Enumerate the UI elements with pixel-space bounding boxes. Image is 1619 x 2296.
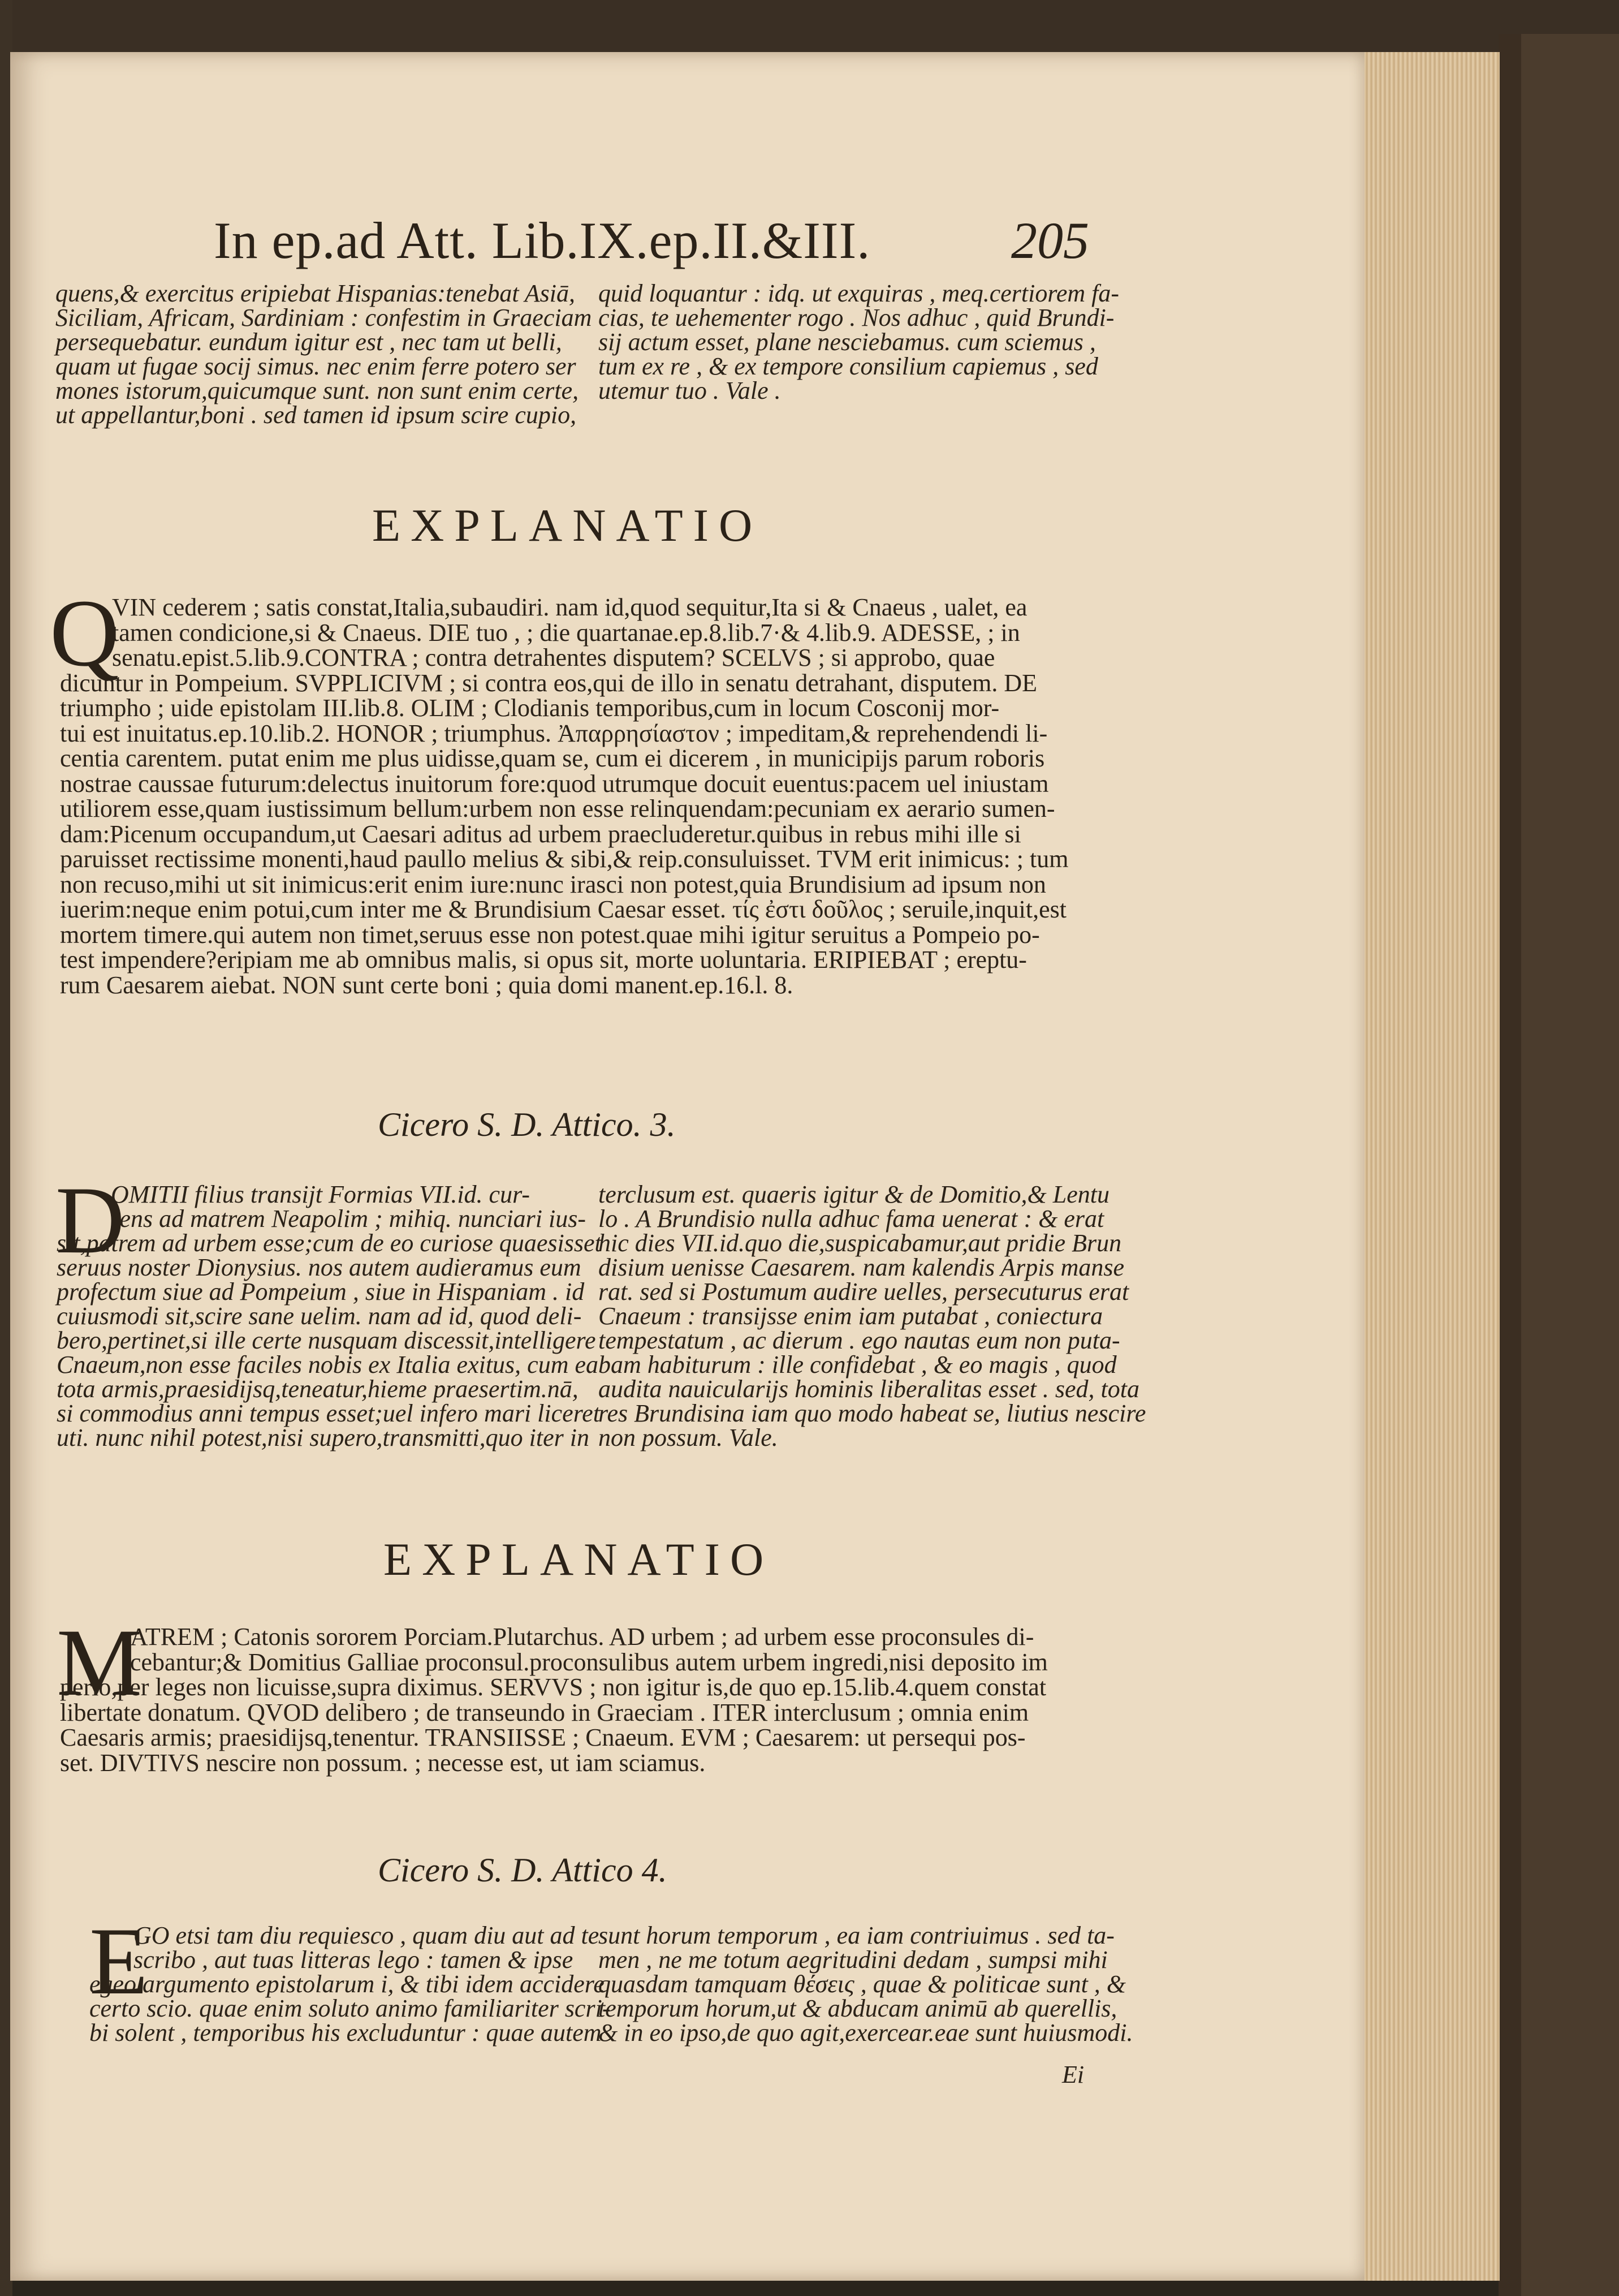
text-line: Cnaeum,non esse faciles nobis ex Italia exitus, cum ea	[57, 1351, 599, 1379]
page-fore-edge	[1364, 52, 1500, 2281]
text-line: cebantur;& Domitius Galliae proconsul.proconsulibus autem urbem ingredi,nisi deposito im	[130, 1648, 1048, 1676]
text-line: non possum. Vale.	[598, 1424, 778, 1451]
text-line: tota armis,praesidijsq,teneatur,hieme praesertim.nā,	[57, 1375, 578, 1403]
text-line: persequebatur. eundum igitur est , nec tam ut belli,	[55, 328, 562, 356]
text-line: set. DIVTIVS nescire non possum. ; necesse est, ut iam sciamus.	[60, 1748, 706, 1777]
text-line: bero,pertinet,si ille certe nusquam discessit,intelligere	[57, 1326, 596, 1354]
text-line: test impendere?eripiam me ab omnibus malis, si opus sit, morte uoluntaria. ERIPIEBAT ; ereptu-	[60, 946, 1027, 973]
text-line: profectum siue ad Pompeium , siue in Hispaniam . id	[57, 1278, 585, 1306]
text-line: dam:Picenum occupandum,ut Caesari aditus ad urbem praecluderetur.quibus in rebus mihi ille si	[60, 820, 1021, 848]
text-line: men , ne me totum aegritudini dedam , sumpsi mihi	[598, 1946, 1108, 1974]
text-line: tui est inuitatus.ep.10.lib.2. HONOR ; triumphus. Ἀπαρρησίαστον ; impeditam,& reprehendendi li-	[60, 719, 1048, 747]
text-line: Cnaeum : transijsse enim iam putabat , coniectura	[598, 1302, 1103, 1330]
text-line: perio,per leges non licuisse,supra diximus. SERVVS ; non igitur is,de quo ep.15.lib.4.quem constat	[60, 1673, 1047, 1701]
text-line: OMITII filius transijt Formias VII.id. cur-	[111, 1181, 530, 1208]
letter-4-left-column	[89, 1970, 611, 2047]
explanatio-text-indented	[112, 595, 1027, 671]
text-line: rat. sed si Postumum audire uelles, persecuturus erat	[598, 1278, 1129, 1306]
text-line: ATREM ; Catonis sororem Porciam.Plutarchus. AD urbem ; ad urbem esse proconsules di-	[130, 1623, 1034, 1651]
text-line: terclusum est. quaeris igitur & de Domitio,& Lentu	[598, 1181, 1109, 1208]
explanatio-text	[60, 1675, 1046, 1776]
explanatio-heading: EXPLANATIO	[372, 499, 763, 551]
text-line: disium uenisse Caesarem. nam kalendis Arpis manse	[598, 1253, 1125, 1281]
text-line: Caesaris armis; praesidijsq,tenentur. TRANSIISSE ; Cnaeum. EVM ; Caesarem: ut persequi pos-	[60, 1724, 1026, 1751]
text-line: tum ex re , & ex tempore consilium capiemus , sed	[598, 352, 1098, 380]
text-line: mones istorum,quicumque sunt. non sunt enim certe,	[55, 377, 579, 404]
text-line: non recuso,mihi ut sit inimicus:erit enim iure:nunc irasci non potest,quia Brundisium ad ipsum non	[60, 870, 1046, 898]
text-line: si commodius anni tempus esset;uel infero mari liceret	[57, 1399, 600, 1427]
text-line: dicuntur in Pompeium. SVPPLICIVM ; si contra eos,qui de illo in senatu detrahant, disputem. DE	[60, 669, 1038, 697]
text-line: rens ad matrem Neapolim ; mihiq. nunciari ius-	[111, 1205, 586, 1233]
text-line: mortem timere.qui autem non timet,seruus esse non potest.quae mihi igitur seruitus a Pompeio po-	[60, 920, 1040, 949]
text-line: & in eo ipso,de quo agit,exercear.eae sunt huiusmodi.	[598, 2019, 1133, 2047]
drop-cap: Q	[50, 580, 119, 686]
letter-3-left-indented	[111, 1182, 586, 1231]
top-left-column	[55, 279, 592, 429]
text-line: tamen condicione,si & Cnaeus. DIE tuo , ; die quartanae.ep.8.lib.7·& 4.lib.9. ADESSE, ; in	[112, 618, 1020, 647]
text-line: hic dies VII.id.quo die,suspicabamur,aut pridie Brun	[598, 1229, 1122, 1257]
explanatio-text-indented	[130, 1625, 1048, 1675]
text-line: utemur tuo . Vale .	[598, 377, 781, 404]
letter-3-left-column	[57, 1229, 602, 1451]
text-line: cuiusmodi sit,scire sane uelim. nam ad id, quod deli-	[57, 1302, 582, 1330]
explanatio-text	[60, 671, 1068, 998]
text-line: libertate donatum. QVOD delibero ; de transeundo in Graeciam . ITER interclusum ; omnia enim	[60, 1698, 1029, 1726]
drop-cap: D	[55, 1167, 125, 1273]
text-line: audita nauicularijs hominis liberalitas esset . sed, tota	[598, 1375, 1139, 1403]
text-line: tempestatum , ac dierum . ego nautas eum non puta-	[598, 1326, 1120, 1354]
text-line: triumpho ; uide epistolam III.lib.8. OLIM ; Clodianis temporibus,cum in locum Cosconij mor-	[60, 694, 1000, 722]
letter-4-left-indented	[133, 1922, 599, 1974]
text-line: senatu.epist.5.lib.9.CONTRA ; contra detrahentes disputem? SCELVS ; si approbo, quae	[112, 644, 995, 671]
text-line: quens,& exercitus eripiebat Hispanias:tenebat Asiā,	[55, 279, 575, 307]
text-line: paruisset rectissime monenti,haud paullo melius & sibi,& reip.consuluisset. TVM erit inimicus: ; tum	[60, 845, 1069, 873]
text-line: nostrae caussae futurum:delectus inuitorum fore:quod utrumque docuit euentus:pacem uel iniustam	[60, 769, 1049, 798]
text-line: quid loquantur : idq. ut exquiras , meq.certiorem fa-	[598, 279, 1120, 307]
text-line: lo . A Brundisio nulla adhuc fama uenerat : & erat	[598, 1205, 1104, 1233]
catchword: Ei	[1062, 2061, 1085, 2088]
running-header	[10, 210, 1365, 273]
top-right-column	[598, 281, 1136, 403]
text-line: uti. nunc nihil potest,nisi supero,transmitti,quo iter in	[57, 1424, 589, 1451]
text-line: rum Caesarem aiebat. NON sunt certe boni ; quia domi manent.ep.16.l. 8.	[60, 971, 793, 999]
text-line: res Brundisina iam quo modo habeat se, liutius nescire	[598, 1399, 1146, 1427]
text-line: GO etsi tam diu requiesco , quam diu aut ad te	[133, 1922, 599, 1949]
binding-edge-strip	[1499, 34, 1521, 2296]
text-line: centia carentem. putat enim me plus uidisse,quam se, cum ei dicerem , in municipijs parum roboris	[60, 744, 1045, 772]
text-line: ut appellantur,boni . sed tamen id ipsum scire cupio,	[55, 401, 577, 429]
running-header-title: In ep.ad Att. Lib.IX.ep.II.&III.	[214, 212, 871, 269]
letter-3-right-column	[598, 1181, 1146, 1451]
text-line: seruus noster Dionysius. nos autem audieramus eum	[57, 1253, 581, 1281]
text-line: sunt horum temporum , ea iam contriuimus . sed ta-	[598, 1922, 1115, 1949]
drop-cap: M	[57, 1609, 143, 1716]
text-line: cias, te uehementer rogo . Nos adhuc , quid Brundi-	[598, 304, 1115, 331]
explanatio-heading: EXPLANATIO	[383, 1533, 774, 1585]
text-line: bi solent , temporibus his excluduntur : quae autem	[89, 2019, 602, 2047]
letter-title: Cicero S. D. Attico. 3.	[378, 1106, 676, 1143]
text-line: certo scio. quae enim soluto animo familiariter scri-	[89, 1995, 611, 2022]
drop-cap: E	[89, 1908, 148, 2014]
book-page	[10, 52, 1365, 2281]
text-line: quasdam tamquam θέσεις , quae & politicae sunt , &	[598, 1970, 1126, 1998]
text-line: iuerim:neque enim potui,cum inter me & Brundisium Caesar esset. τίς ἐστι δοῦλος ; seruile,inquit,est	[60, 895, 1067, 923]
text-line: bam habiturum : ille confidebat , & eo magis , quod	[598, 1351, 1117, 1379]
text-line: sit,patrem ad urbem esse;cum de eo curiose quaesisset	[57, 1229, 602, 1257]
page-number: 205	[1011, 212, 1089, 269]
letter-4-right-column	[598, 1923, 1136, 2045]
text-line: egeo argumento epistolarum i, & tibi idem accidere	[89, 1970, 605, 1998]
text-line: scribo , aut tuas litteras lego : tamen & ipse	[133, 1946, 573, 1974]
text-line: utiliorem esse,quam iustissimum bellum:urbem non esse relinquendam:pecuniam ex aerario sumen-	[60, 795, 1055, 822]
text-line: quam ut fugae socij simus. nec enim ferre potero ser	[55, 352, 576, 380]
text-line: Siciliam, Africam, Sardiniam : confestim in Graeciam	[55, 304, 592, 331]
letter-title: Cicero S. D. Attico 4.	[378, 1851, 667, 1889]
text-line: VIN cederem ; satis constat,Italia,subaudiri. nam id,quod sequitur,Ita si & Cnaeus , ualet, ea	[112, 593, 1027, 621]
text-line: temporum horum,ut & abducam animū ab querellis,	[598, 1995, 1117, 2022]
text-line: sij actum esset, plane nesciebamus. cum sciemus ,	[598, 328, 1096, 356]
